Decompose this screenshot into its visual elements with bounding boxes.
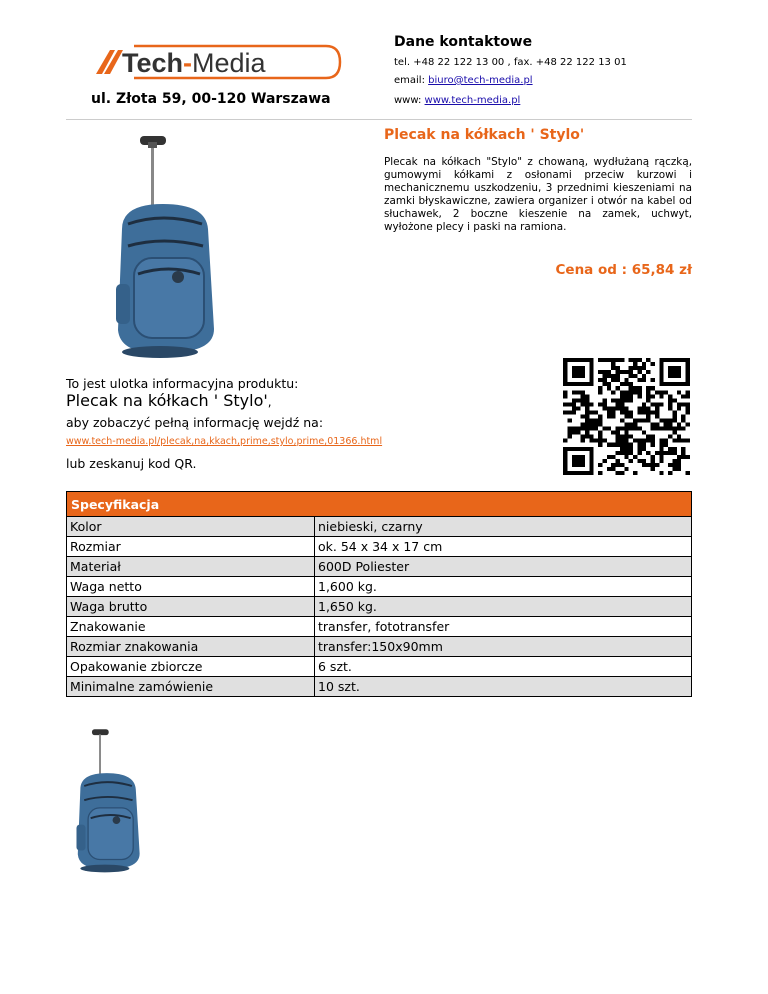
spec-value: 600D Poliester [315,557,692,577]
leaflet-url [66,436,382,447]
product-description: Plecak na kółkach "Stylo" z chowaną, wydłużaną rączką, gumowymi kółkami z osłonami przeciw kurzowi i mechanicznemu uszkodzeniu, 3 przednimi kieszeniami na zamki błyskawiczne, zawiera organizer i otwór na kabel od słuchawek, 2 boczne kieszenie na zamek, uchwyt, wyłożone plecy i paski na ramiona. [384,156,692,233]
spec-value: ok. 54 x 34 x 17 cm [315,537,692,557]
spec-row [67,637,692,657]
contact-email: email: biuro@tech-media.pl [394,75,533,86]
spec-value: niebieski, czarny [315,517,692,537]
spec-key: Minimalne zamówienie [67,677,315,697]
spec-key: Materiał [67,557,315,577]
contact-phone: tel. +48 22 122 13 00 , fax. +48 22 122 13 01 [394,57,627,68]
spec-key: Kolor [67,517,315,537]
contact-title: Dane kontaktowe [394,34,533,50]
spec-table [66,491,692,697]
spec-key: Rozmiar [67,537,315,557]
spec-value: 6 szt. [315,657,692,677]
product-image [108,134,228,359]
leaflet-see-more: aby zobaczyć pełną informację wejdź na: [66,415,324,430]
spec-key: Rozmiar znakowania [67,637,315,657]
spec-row [67,537,692,557]
leaflet-intro: To jest ulotka informacyjna produktu: [66,376,299,391]
svg-text:Tech-Media: Tech-Media [122,48,266,78]
website-link[interactable]: www.tech-media.pl [424,95,521,106]
spec-value: transfer:150x90mm [315,637,692,657]
spec-row [67,657,692,677]
product-url-link[interactable]: www.tech-media.pl/plecak,na,kkach,prime,stylo,prime,01366.html [66,436,383,447]
email-link[interactable]: biuro@tech-media.pl [428,75,533,86]
spec-value: 10 szt. [315,677,692,697]
spec-value: 1,600 kg. [315,577,692,597]
contact-www: www: www.tech-media.pl [394,95,521,106]
spec-row [67,597,692,617]
spec-key: Waga brutto [67,597,315,617]
leaflet-qr-hint: lub zeskanuj kod QR. [66,456,197,471]
company-address: ul. Złota 59, 00-120 Warszawa [91,91,331,107]
product-thumbnail [70,728,150,873]
qr-code[interactable] [563,358,690,475]
spec-value: transfer, fototransfer [315,617,692,637]
spec-row [67,517,692,537]
spec-row [67,577,692,597]
leaflet-product-name: Plecak na kółkach ' Stylo', [66,391,272,410]
spec-row [67,617,692,637]
company-logo [94,40,344,84]
product-price: Cena od : 65,84 zł [555,262,692,278]
spec-key: Opakowanie zbiorcze [67,657,315,677]
spec-key: Waga netto [67,577,315,597]
spec-header: Specyfikacja [67,492,692,517]
spec-row [67,557,692,577]
header-divider [66,119,692,120]
spec-row [67,677,692,697]
product-title: Plecak na kółkach ' Stylo' [384,127,585,143]
spec-key: Znakowanie [67,617,315,637]
spec-value: 1,650 kg. [315,597,692,617]
